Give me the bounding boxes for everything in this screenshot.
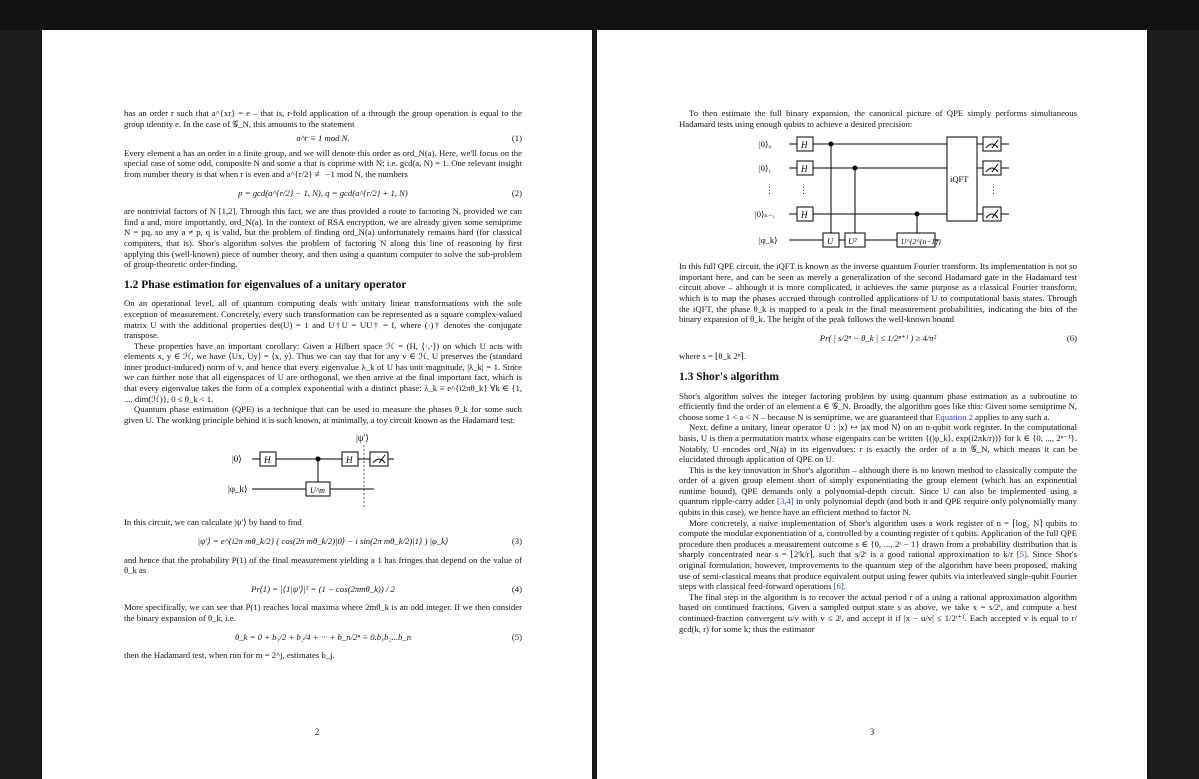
text-run: More concretely, a naive implementation of Shor's algorithm uses a work register of n = ⌈log₂ N⌉ qubits to compute the modular exponentiation of a, controlled by a counting register of t qubits. Application of the full QPE procedure then produces a measurement outcome s ∈ {0, ..., 2ᵗ − 1} drawn from a probability distribution that is sharply concentrated near s = ⌊2ᵗk/r⌉, such that s/2ᵗ is a good rational approximation to k/r <box>679 517 1077 560</box>
equation-text: θ_k = 0 + b₁/2 + b₂/4 + ··· + b_n/2ⁿ ≡ 0.b₁b₂...b_n <box>234 631 412 642</box>
document-page-2 <box>42 30 592 779</box>
equation-text: |ψ′⟩ = e^{i2π mθ_k/2} ( cos(2π mθ_k/2)|0⟩ − i sin(2π mθ_k/2)|1⟩ ) |φ_k⟩ <box>197 536 449 547</box>
text-run: in only polynomial depth (and both it and QPE require only polynomially many qubits in this case), we hence have an efficient method to factor N. <box>679 496 1077 518</box>
ellipsis: ··· <box>873 235 882 246</box>
circuit-diagram <box>124 431 522 513</box>
qubit-label: |φ_k⟩ <box>759 235 778 246</box>
section-heading: 1.2 Phase estimation for eigenvalues of a unitary operator <box>124 278 407 291</box>
circuit-diagram <box>679 135 1077 255</box>
paragraph: has an order r such that a^{xr} = e – that is, r-fold application of a through the group operation is equal to the group identity e. In the case of 𝒢_N, this amounts to the statement <box>124 108 522 129</box>
paragraph: then the Hadamard test, when run for m = 2^j, estimates b_j. <box>124 650 335 661</box>
qubit-label: |0⟩₀ <box>759 139 772 150</box>
paragraph: More specifically, we can see that P(1) reaches local maxima where 2mθ_k is an odd integer. If we then consider the binary expansion of θ_k, i.e. <box>124 602 522 623</box>
iqft-label: iQFT <box>950 174 969 185</box>
equation-number: (1) <box>511 133 522 144</box>
page-number: 2 <box>314 727 320 737</box>
page-2-column <box>124 108 522 661</box>
paragraph: Quantum phase estimation (QPE) is a technique that can be used to measure the phases θ_k for some such given U. The working principle behind it is such known, at minimally, a toy circuit known as the Hadamard test: <box>124 404 522 425</box>
paragraph: To then estimate the full binary expansion, the canonical picture of QPE simply performs simultaneous Hadamard tests using enough qubits to achieve a desired precision: <box>679 108 1077 129</box>
paragraph: On an operational level, all of quantum computing deals with unitary linear transformations with the sole exception of measurement. Concretely, every such transformation can be represented as a square complex-valued matrix U with the additional properties det(U) = 1 and U†U = UU† = I, where (·)† denotes the conjugate transpose. <box>124 298 522 341</box>
qpe-circuit <box>679 135 1077 255</box>
equation-link[interactable]: Equation 2 <box>935 411 973 422</box>
qubit-dots: ⋮ <box>765 185 774 196</box>
qubit-label: |0⟩₁ <box>759 163 772 174</box>
hadamard-label: H <box>801 140 808 151</box>
paragraph: In this full QPE circuit, the iQFT is known as the inverse quantum Fourier transform. Its implementation is not so important here, and can be seen as merely a generalization of the second Hadamard gate in the Hadamard test circuit above – although it is more complicated, it achieves the same purpose as a classical Fourier transform, which is to map the phases accrued through controlled applications of U to computational basis states. Through the iQFT, the phase θ_k is mapped to a peak in the final measurement probabilities, indicating the bits of the binary expansion of θ_k. The height of the peak follows the well-known bound <box>679 261 1077 325</box>
unitary-label: U^m <box>310 486 325 496</box>
text-run: This is the key innovation in Shor's algorithm – although there is no known method to classically compute the order of a given group element short of simply exponentiating the group element (which has an exponential runtime bound), QPE demands only a polynomial-depth circuit. Since U can also be implemented using a quantum ripple-carry adder <box>679 464 1077 507</box>
paragraph <box>679 391 1077 423</box>
page-number: 3 <box>869 727 875 737</box>
unitary-label: U <box>827 236 834 247</box>
hadamard-label: H <box>264 455 271 466</box>
paragraph: and hence that the probability P(1) of the final measurement yielding a 1 has fringes that depend on the value of θ_k as <box>124 554 522 576</box>
hadamard-label: H <box>801 210 808 221</box>
paragraph: Next, define a unitary, linear operator U : |x⟩ ↦ |ax mod N⟩ on an n-qubit work register. In the computational basis, U is then a permutation matrix whose eigenpairs can be written {(|φ_k⟩, exp(i2πk/r))} for k ∈ {0, ..., 2ⁿ⁻¹}. Notably, U encodes ord_N(a) in its eigenvalues: r is exactly the order of a in 𝒢_N, which means it can be elucidated through application of QPE on U. <box>679 422 1077 465</box>
equation-text: Pr( | s/2ⁿ − θ_k | ≤ 1/2ⁿ⁺¹ ) ≥ 4/π² <box>819 332 937 343</box>
hadamard-label: H <box>801 164 808 175</box>
paragraph: Every element a has an order in a finite group, and we will denote this order as ord_N(a). Here, we'll focus on the special case of some odd, composite N and some a that is coprime with N; i.e. gcd(a, N) = 1. One relevant insight from number theory is that when r is even and a^{r/2} ≢ −1 mod N, the numbers <box>124 147 522 179</box>
equation-text: Pr(1) = |⟨1|ψ′⟩|² = (1 − cos(2πmθ_k)) / 2 <box>251 583 395 594</box>
equation-5 <box>124 632 522 643</box>
section-heading: 1.3 Shor's algorithm <box>679 370 779 383</box>
paragraph: where s = ⌊θ_k 2ⁿ⌉. <box>679 351 747 362</box>
qubit-0-label: |0⟩ <box>232 454 242 465</box>
dots: ⋮ <box>799 185 808 196</box>
equation-number: (3) <box>511 536 522 547</box>
paragraph: The final step in the algorithm is to recover the actual period r of a using a rational approximation algorithm based on continued fractions. Given a sampled output state s as above, we take x = s/2ᵗ, and compute a best continued-fraction convergent u/v with v ≤ 2ᵗ, and accept it if |x − u/v| ≤ 1/2ᵗ⁺¹. Each accepted v is equal to r/ gcd(k, r) for some k; thus the estimator <box>679 591 1077 634</box>
text-run: applies to any such a. <box>973 411 1050 422</box>
equation-text: p = gcd(a^{r/2} − 1, N), q = gcd(a^{r/2} + 1, N) <box>238 187 408 198</box>
hadamard-test-circuit <box>124 431 522 513</box>
document-page-3 <box>597 30 1147 779</box>
equation-number: (2) <box>511 187 522 198</box>
text-run: Shor's algorithm solves the integer factoring problem by using quantum phase estimation as a subroutine to efficiently find the order of an element a ∈ 𝒢_N. Broadly, the algorithm goes like this: Given some semiprime N, choose some 1 < a < N – because N is semiprime, we are guaranteed that <box>679 390 1077 422</box>
dots: ⋮ <box>989 185 998 196</box>
citation-link[interactable]: [3,4] <box>777 496 794 507</box>
unitary-label: U² <box>848 236 857 247</box>
equation-6 <box>679 333 1077 344</box>
paragraph <box>679 465 1077 518</box>
equation-text: a^r ≡ 1 mod N. <box>296 133 350 144</box>
equation-3 <box>124 536 522 547</box>
hadamard-label: H <box>346 455 353 466</box>
paragraph: are nontrivial factors of N [1,2]. Through this fact, we are thus provided a route to factoring N, provided we can find a and, more importantly, ord_N(a). In the context of RSA encryption, we are already given some semiprime N = pq, so any a ≠ p, q is valid, but the problem of finding ord_N(a) unfortunately remains hard (for classical computers, that is). Shor's algorithm solves the problem of factoring N along this line of reasoning by first applying this (well-known) piece of number theory, and then using a quantum computer to solve the sub-problem of group-theoretic order-finding. <box>124 206 522 270</box>
paragraph: In this circuit, we can calculate |ψ′⟩ by hand to find <box>124 517 302 528</box>
text-run: . Since Shor's original formulation, however, improvements to the quantum step of the algorithm have been proposed, making use of semi-classical means that produce equivalent output using fewer qubits via interleaved single-qubit Fourier steps with classical feed-forward operations <box>679 549 1077 592</box>
unitary-label: U^{2^{n−1}} <box>901 237 942 247</box>
citation-link[interactable]: [5] <box>1016 549 1027 560</box>
equation-2 <box>124 188 522 199</box>
equation-number: (5) <box>511 631 522 642</box>
text-run: . <box>843 581 846 592</box>
equation-number: (4) <box>511 583 522 594</box>
equation-1 <box>124 133 522 144</box>
qubit-phi-label: |φ_k⟩ <box>228 484 248 495</box>
qubit-label: |0⟩ₙ₋₁ <box>755 209 776 220</box>
paragraph: These properties have an important corollary: Given a Hilbert space ℋ = (H, ⟨·,·⟩) on which U acts with elements x, y ∈ ℋ, we have ⟨Ux, Uy⟩ = ⟨x, y⟩. Thus we can say that for any v ∈ ℋ, U preserves the (standard inner product-induced) norm of v, and hence that every eigenvalue λ_k of U has unit magnitude, |λ_k| = 1. Since we can further note that all eigenspaces of U are orthogonal, we then arrive at the final important fact, which is that every eigenvalue takes the form of a complex exponential with a distinct phase: λ_k ≡ e^{i2πθ_k} ∀k ∈ {1, ..., dim(ℋ)}, 0 ≤ θ_k < 1. <box>124 340 522 404</box>
paragraph <box>679 518 1077 592</box>
equation-number: (6) <box>1066 332 1077 343</box>
psi-prime-label: |ψ′⟩ <box>356 433 369 444</box>
equation-4 <box>124 584 522 595</box>
viewer-top-bar <box>0 0 1199 30</box>
citation-link[interactable]: [6] <box>833 581 844 592</box>
page-3-column <box>679 108 1077 634</box>
